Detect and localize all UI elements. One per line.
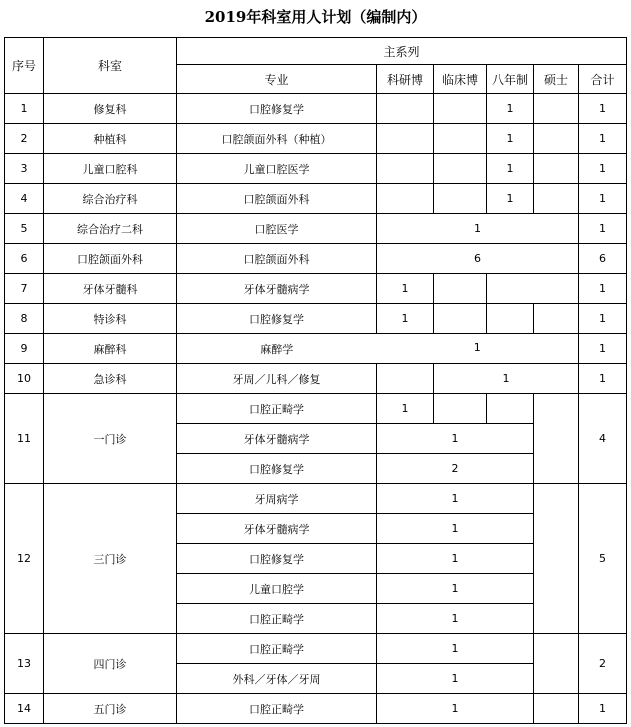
seq-cell: 13 xyxy=(5,634,44,694)
table-row xyxy=(5,304,627,334)
header-row-1 xyxy=(5,38,627,65)
dept-cell: 修复科 xyxy=(44,94,177,124)
header-total: 合计 xyxy=(579,65,627,94)
table-row xyxy=(5,634,627,664)
seq-cell: 10 xyxy=(5,364,44,394)
empty-cell xyxy=(434,184,487,214)
seq-cell: 2 xyxy=(5,124,44,154)
empty-cell xyxy=(534,184,579,214)
empty-cell xyxy=(377,154,434,184)
table-row xyxy=(5,394,627,424)
research-phd-cell: 1 xyxy=(377,274,434,304)
dept-cell: 四门诊 xyxy=(44,634,177,694)
total-cell: 1 xyxy=(579,184,627,214)
dept-cell: 三门诊 xyxy=(44,484,177,634)
major-cell: 牙体牙髓病学 xyxy=(177,274,377,304)
seq-cell: 3 xyxy=(5,154,44,184)
header-dept: 科室 xyxy=(44,38,177,94)
dept-cell: 综合治疗科 xyxy=(44,184,177,214)
major-cell: 儿童口腔学 xyxy=(177,574,377,604)
table-row xyxy=(5,214,627,244)
header-clinical-phd: 临床博 xyxy=(434,65,487,94)
major-cell: 口腔正畸学 xyxy=(177,394,377,424)
dept-cell: 种植科 xyxy=(44,124,177,154)
merged-count-cell: 1 xyxy=(377,214,579,244)
total-cell: 5 xyxy=(579,484,627,634)
major-cell: 口腔正畸学 xyxy=(177,694,377,724)
seq-cell: 5 xyxy=(5,214,44,244)
merged-count-cell: 1 xyxy=(377,634,534,664)
empty-cell xyxy=(534,484,579,634)
empty-cell xyxy=(434,94,487,124)
merged-count-cell: 2 xyxy=(377,454,534,484)
major-cell: 口腔正畸学 xyxy=(177,604,377,634)
header-major: 专业 xyxy=(177,65,377,94)
header-research-phd: 科研博 xyxy=(377,65,434,94)
empty-cell xyxy=(534,304,579,334)
major-cell: 牙体牙髓病学 xyxy=(177,424,377,454)
empty-cell xyxy=(434,304,487,334)
seq-cell: 6 xyxy=(5,244,44,274)
total-cell: 1 xyxy=(579,94,627,124)
major-cell: 麻醉学 xyxy=(260,342,294,356)
eight-year-cell: 1 xyxy=(487,184,534,214)
header-eight-year: 八年制 xyxy=(487,65,534,94)
merged-count-cell: 1 xyxy=(377,514,534,544)
seq-cell: 11 xyxy=(5,394,44,484)
empty-cell xyxy=(377,94,434,124)
seq-cell: 4 xyxy=(5,184,44,214)
research-phd-cell: 1 xyxy=(377,394,434,424)
major-cell: 牙周病学 xyxy=(177,484,377,514)
major-merged-cell xyxy=(177,334,579,364)
seq-cell: 9 xyxy=(5,334,44,364)
total-cell: 1 xyxy=(579,274,627,304)
empty-cell xyxy=(534,124,579,154)
seq-cell: 1 xyxy=(5,94,44,124)
table-row xyxy=(5,364,627,394)
major-cell: 儿童口腔医学 xyxy=(177,154,377,184)
empty-cell xyxy=(534,634,579,694)
total-cell: 6 xyxy=(579,244,627,274)
major-cell: 口腔颌面外科 xyxy=(177,184,377,214)
total-cell: 2 xyxy=(579,634,627,694)
merged-count-cell: 6 xyxy=(377,244,579,274)
eight-year-cell: 1 xyxy=(487,124,534,154)
empty-cell xyxy=(434,274,487,304)
dept-cell: 麻醉科 xyxy=(44,334,177,364)
empty-cell xyxy=(434,394,487,424)
empty-cell xyxy=(487,394,534,424)
dept-cell: 儿童口腔科 xyxy=(44,154,177,184)
merged-count-cell: 1 xyxy=(377,604,534,634)
table-row xyxy=(5,94,627,124)
total-cell: 1 xyxy=(579,334,627,364)
major-cell: 口腔颌面外科 xyxy=(177,244,377,274)
empty-cell xyxy=(434,124,487,154)
major-cell: 口腔修复学 xyxy=(177,544,377,574)
empty-cell xyxy=(534,94,579,124)
table-row xyxy=(5,334,627,364)
empty-cell xyxy=(534,694,579,724)
major-cell: 外科／牙体／牙周 xyxy=(177,664,377,694)
table-row xyxy=(5,244,627,274)
major-cell: 口腔医学 xyxy=(177,214,377,244)
merged-count-cell: 1 xyxy=(377,544,534,574)
dept-cell: 综合治疗二科 xyxy=(44,214,177,244)
header-seq: 序号 xyxy=(5,38,44,94)
total-cell: 1 xyxy=(579,154,627,184)
staffing-plan-table xyxy=(4,37,627,724)
seq-cell: 7 xyxy=(5,274,44,304)
merged-count-cell: 1 xyxy=(377,484,534,514)
major-cell: 口腔颌面外科（种植） xyxy=(177,124,377,154)
total-cell: 1 xyxy=(579,694,627,724)
merged-count-cell: 1 xyxy=(473,340,481,354)
dept-cell: 急诊科 xyxy=(44,364,177,394)
header-main-series: 主系列 xyxy=(177,38,627,65)
empty-cell xyxy=(434,154,487,184)
merged-count-cell: 1 xyxy=(377,424,534,454)
table-row xyxy=(5,124,627,154)
total-cell: 4 xyxy=(579,394,627,484)
major-cell: 牙体牙髓病学 xyxy=(177,514,377,544)
seq-cell: 8 xyxy=(5,304,44,334)
empty-cell xyxy=(487,274,579,304)
table-row xyxy=(5,154,627,184)
empty-cell xyxy=(377,124,434,154)
total-cell: 1 xyxy=(579,124,627,154)
dept-cell: 口腔颌面外科 xyxy=(44,244,177,274)
empty-cell xyxy=(377,364,434,394)
major-cell: 口腔修复学 xyxy=(177,304,377,334)
table-row xyxy=(5,694,627,724)
total-cell: 1 xyxy=(579,214,627,244)
merged-count-cell: 1 xyxy=(377,574,534,604)
major-cell: 口腔修复学 xyxy=(177,454,377,484)
research-phd-cell: 1 xyxy=(377,304,434,334)
seq-cell: 14 xyxy=(5,694,44,724)
dept-cell: 一门诊 xyxy=(44,394,177,484)
dept-cell: 牙体牙髓科 xyxy=(44,274,177,304)
eight-year-cell: 1 xyxy=(487,94,534,124)
merged-count-cell: 1 xyxy=(377,694,534,724)
seq-cell: 12 xyxy=(5,484,44,634)
table-row xyxy=(5,184,627,214)
header-master: 硕士 xyxy=(534,65,579,94)
dept-cell: 五门诊 xyxy=(44,694,177,724)
major-cell: 口腔正畸学 xyxy=(177,634,377,664)
empty-cell xyxy=(487,304,534,334)
merged-count-cell: 1 xyxy=(434,364,579,394)
merged-count-cell: 1 xyxy=(377,664,534,694)
empty-cell xyxy=(534,394,579,484)
total-cell: 1 xyxy=(579,364,627,394)
table-row xyxy=(5,484,627,514)
eight-year-cell: 1 xyxy=(487,154,534,184)
major-cell: 牙周／儿科／修复 xyxy=(177,364,377,394)
empty-cell xyxy=(377,184,434,214)
table-row xyxy=(5,274,627,304)
total-cell: 1 xyxy=(579,304,627,334)
major-cell: 口腔修复学 xyxy=(177,94,377,124)
page-title: 2019年科室用人计划（编制内） xyxy=(204,8,427,26)
empty-cell xyxy=(534,154,579,184)
dept-cell: 特诊科 xyxy=(44,304,177,334)
